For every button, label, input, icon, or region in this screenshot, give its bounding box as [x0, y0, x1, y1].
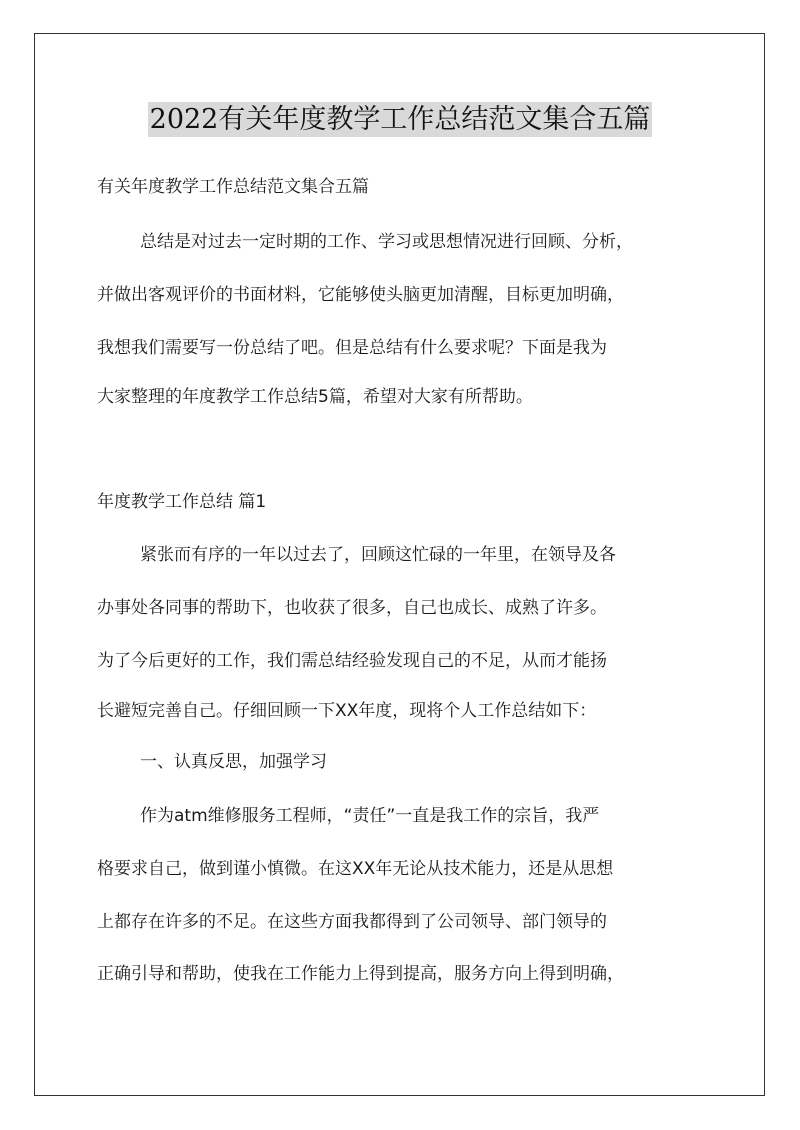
intro-line-2: 并做出客观评价的书面材料，它能够使头脑更加清醒，目标更加明确，: [97, 285, 624, 305]
para2-line-2: 格要求自己，做到谨小慎微。在这XX年无论从技术能力，还是从思想: [97, 859, 614, 879]
para2-line-4: 正确引导和帮助，使我在工作能力上得到提高，服务方向上得到明确，: [97, 964, 624, 984]
document-subtitle: 有关年度教学工作总结范文集合五篇: [97, 177, 369, 197]
document-title: [0, 99, 800, 140]
para2-line-1: 作为atm维修服务工程师，“责任”一直是我工作的宗旨，我严: [140, 806, 600, 826]
section-heading: 年度教学工作总结 篇1: [97, 492, 267, 512]
para1-line-2: 办事处各同事的帮助下，也收获了很多，自己也成长、成熟了许多。: [97, 598, 607, 618]
para1-line-1: 紧张而有序的一年以过去了，回顾这忙碌的一年里，在领导及各: [140, 545, 616, 565]
para2-line-3: 上都存在许多的不足。在这些方面我都得到了公司领导、部门领导的: [97, 912, 607, 932]
para1-line-4: 长避短完善自己。仔细回顾一下XX年度，现将个人工作总结如下：: [97, 701, 597, 721]
document-title-text: 2022有关年度教学工作总结范文集合五篇: [149, 104, 651, 135]
intro-line-3: 我想我们需要写一份总结了吧。但是总结有什么要求呢？下面是我为: [97, 338, 607, 358]
intro-line-1: 总结是对过去一定时期的工作、学习或思想情况进行回顾、分析，: [140, 232, 633, 252]
subheading: 一、认真反思，加强学习: [140, 752, 327, 772]
para1-line-3: 为了今后更好的工作，我们需总结经验发现自己的不足，从而才能扬: [97, 651, 607, 671]
intro-line-4: 大家整理的年度教学工作总结5篇，希望对大家有所帮助。: [97, 387, 533, 407]
